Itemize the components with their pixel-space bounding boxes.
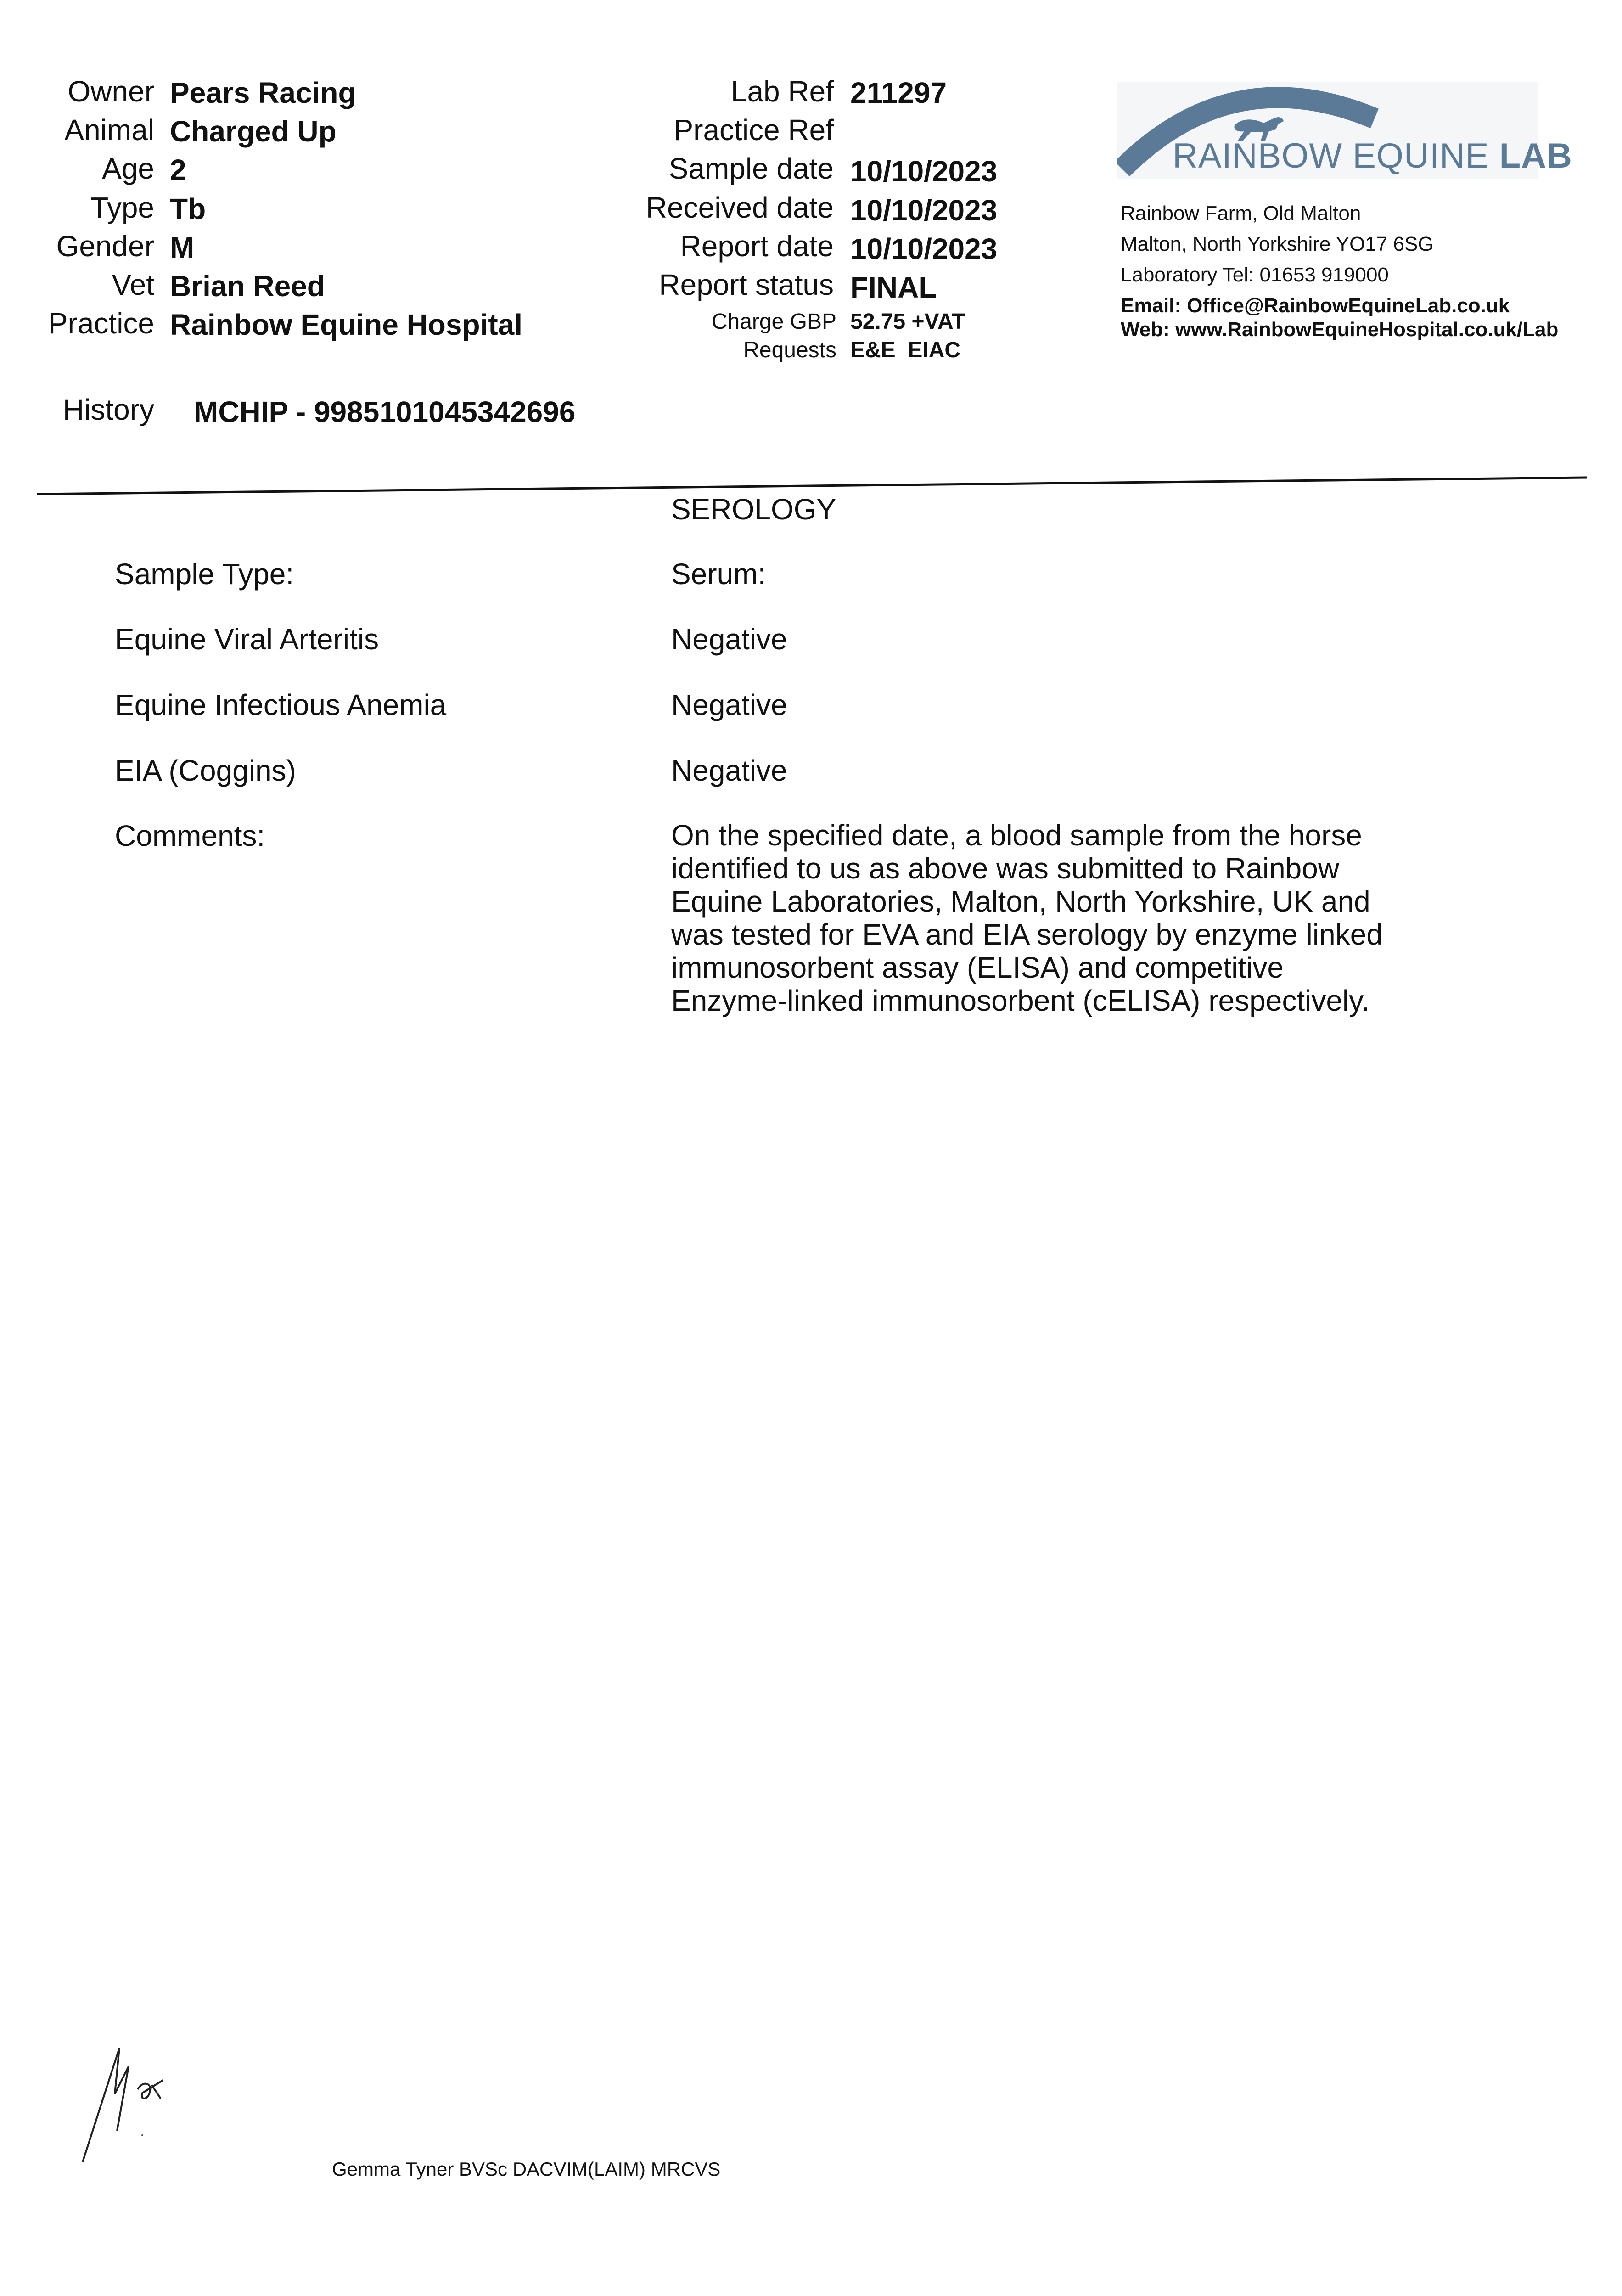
type-label: Type xyxy=(90,191,154,224)
lab-logo-text xyxy=(1173,136,1572,176)
test-result: Serum: xyxy=(671,557,766,591)
comments-label: Comments: xyxy=(115,819,265,852)
received-date-value: 10/10/2023 xyxy=(850,194,998,227)
lab-email: Email: Office@RainbowEquineLab.co.uk xyxy=(1121,294,1510,317)
age-value: 2 xyxy=(170,153,186,186)
signature-image xyxy=(73,2039,179,2167)
requests-value: E&E EIAC xyxy=(850,338,961,362)
test-result: Negative xyxy=(671,688,787,721)
history-value: MCHIP - 9985101045342696 xyxy=(194,395,576,428)
received-date-label: Received date xyxy=(645,191,834,224)
test-name: Equine Viral Arteritis xyxy=(115,623,379,656)
history-label: History xyxy=(62,393,154,426)
lab-address-line2: Malton, North Yorkshire YO17 6SG xyxy=(1121,233,1434,255)
report-status-label: Report status xyxy=(659,268,834,301)
lab-ref-label: Lab Ref xyxy=(730,75,834,108)
type-value: Tb xyxy=(170,192,206,225)
signatory-name: Gemma Tyner BVSc DACVIM(LAIM) MRCVS xyxy=(332,2158,721,2180)
charge-value: 52.75 +VAT xyxy=(850,310,965,334)
test-name: Equine Infectious Anemia xyxy=(115,688,447,721)
lab-ref-value: 211297 xyxy=(850,76,947,109)
section-title: SEROLOGY xyxy=(671,493,836,526)
lab-address-line1: Rainbow Farm, Old Malton xyxy=(1121,202,1361,225)
animal-value: Charged Up xyxy=(170,115,337,148)
lab-logo xyxy=(1117,82,1572,179)
test-result: Negative xyxy=(671,754,787,787)
practice-label: Practice xyxy=(48,307,154,340)
charge-label: Charge GBP xyxy=(711,310,836,334)
requests-label: Requests xyxy=(743,338,836,362)
test-name: EIA (Coggins) xyxy=(115,754,296,787)
logo-text-bold: LAB xyxy=(1499,136,1572,175)
report-status-value: FINAL xyxy=(850,271,937,304)
comments-text: On the specified date, a blood sample from the horse identified to us as above was submitted to Rainbow Equine Laboratories, Malton, North Yorkshire, UK and was tested for EVA and EIA serology by enzyme linked immunosorbent assay (ELISA) and competitive Enzyme-linked immunosorbent (cELISA) respectively. xyxy=(671,819,1383,1017)
report-date-value: 10/10/2023 xyxy=(850,232,998,265)
header-divider xyxy=(0,468,1622,496)
owner-value: Pears Racing xyxy=(170,76,356,109)
lab-web: Web: www.RainbowEquineHospital.co.uk/Lab xyxy=(1121,318,1559,341)
gender-label: Gender xyxy=(56,230,154,263)
gender-value: M xyxy=(170,231,195,264)
practice-ref-label: Practice Ref xyxy=(673,113,834,146)
lab-tel: Laboratory Tel: 01653 919000 xyxy=(1121,264,1389,286)
test-name: Sample Type: xyxy=(115,557,294,591)
report-date-label: Report date xyxy=(680,230,834,263)
owner-label: Owner xyxy=(67,75,154,108)
vet-label: Vet xyxy=(112,268,154,301)
animal-label: Animal xyxy=(64,113,154,146)
test-result: Negative xyxy=(671,623,787,656)
vet-value: Brian Reed xyxy=(170,270,325,303)
logo-text-light: RAINBOW EQUINE xyxy=(1173,136,1499,175)
sample-date-value: 10/10/2023 xyxy=(850,155,998,188)
practice-value: Rainbow Equine Hospital xyxy=(170,308,523,341)
age-label: Age xyxy=(102,152,154,185)
sample-date-label: Sample date xyxy=(668,152,834,185)
